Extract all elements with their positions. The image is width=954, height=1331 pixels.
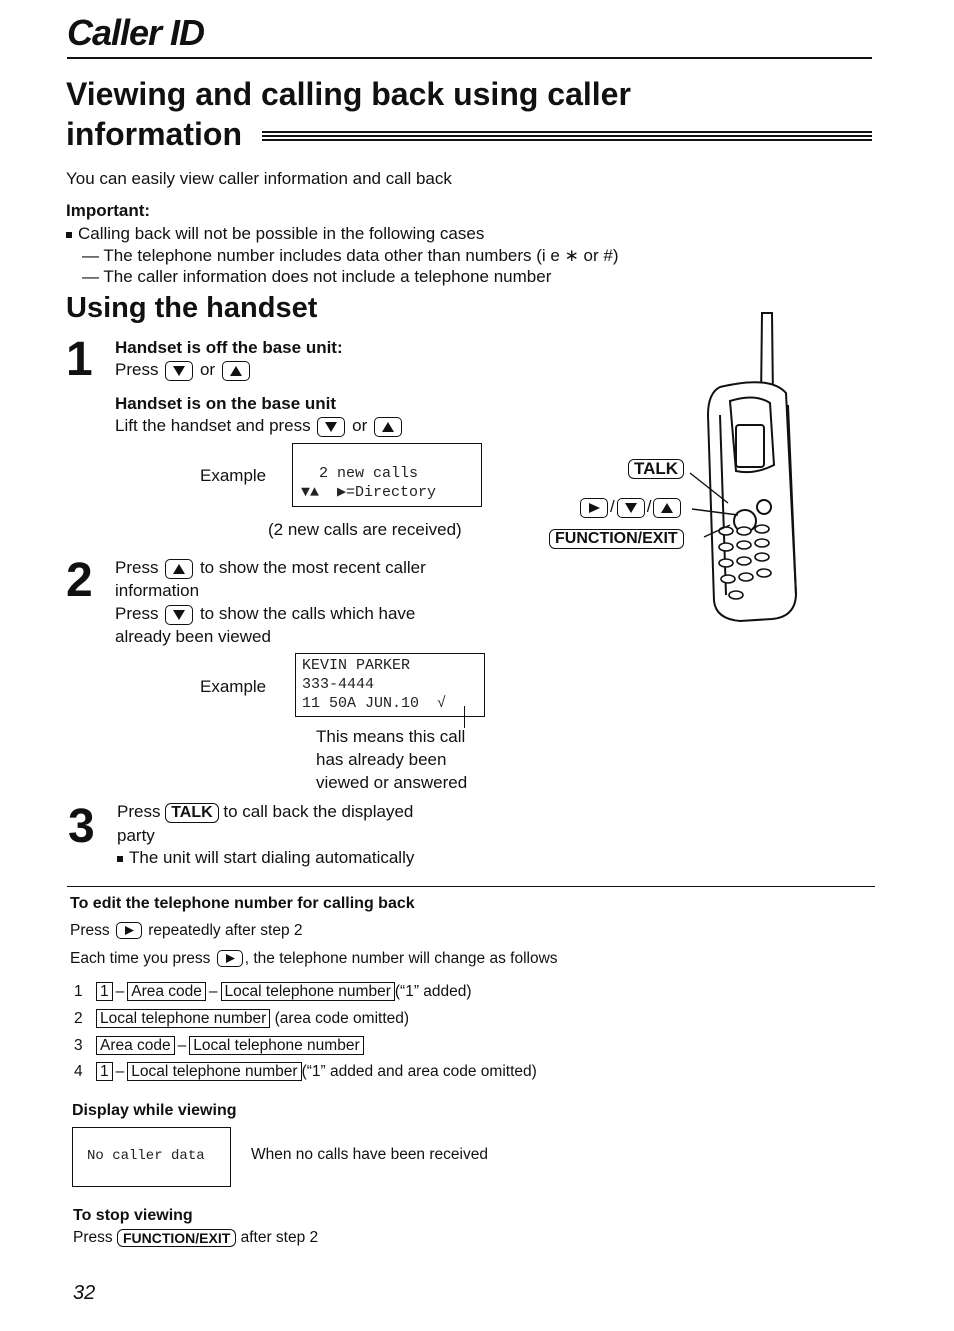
important-case-2: — The caller information does not include a telephone number: [82, 267, 552, 286]
important-bullet: Calling back will not be possible in the following cases: [66, 223, 484, 245]
note-line: This means this call: [316, 727, 466, 746]
section-divider: [67, 886, 875, 887]
phone-label-function: [549, 529, 684, 549]
right-key-icon: [116, 922, 142, 939]
note-line: has already been: [316, 750, 447, 769]
function-exit-key: FUNCTION/EXIT: [549, 529, 684, 549]
function-exit-key: FUNCTION/EXIT: [117, 1229, 236, 1247]
stop-line: Press FUNCTION/EXIT after step 2: [73, 1229, 319, 1246]
step3-bullet: The unit will start dialing automatically: [117, 847, 414, 869]
intro-text: You can easily view caller information and call back: [66, 169, 452, 188]
step2-a-line2: information: [115, 581, 200, 600]
subheading: Using the handset: [66, 292, 318, 324]
down-key-icon: [165, 361, 193, 381]
edit-item-4: 4 1 – Local telephone number (“1” added and area code omitted): [74, 1063, 537, 1080]
edit-item-1: 1 1 – Area code – Local telephone number (“1” added): [74, 983, 472, 1000]
step1-press-line: Press or: [115, 359, 252, 381]
talk-key: TALK: [628, 459, 684, 479]
edit-line2: Each time you press , the telephone number will change as follows: [70, 950, 558, 967]
important-case-1: — The telephone number includes data other than numbers (i e ∗ or #): [82, 246, 619, 265]
step2-a-line: Press to show the most recent caller: [115, 558, 426, 577]
step1-lcd: [292, 443, 482, 507]
lcd-line: 333-4444: [302, 676, 375, 693]
edit-line1: Press repeatedly after step 2: [70, 922, 303, 939]
step-3-number: 3: [68, 800, 95, 853]
pointer-line: [464, 706, 465, 728]
down-key-icon: [617, 498, 645, 518]
step2-b-line2: already been viewed: [115, 627, 271, 646]
phone-label-talk: [628, 459, 684, 479]
up-key-icon: [374, 417, 402, 437]
step-1-number: 1: [66, 333, 93, 386]
page-heading-line1: Viewing and calling back using caller: [66, 76, 631, 112]
edit-item-3: 3 Area code – Local telephone number: [74, 1036, 364, 1056]
right-key-icon: [217, 950, 243, 967]
step1-on-label: Handset is on the base unit: [115, 394, 337, 413]
lcd-line: 11 50A JUN.10 √: [302, 695, 447, 712]
page-heading-line2: information: [66, 116, 242, 152]
heading-rule: [262, 131, 872, 143]
down-key-icon: [317, 417, 345, 437]
lcd-line: KEVIN PARKER: [302, 657, 411, 674]
section-title: Caller ID: [67, 12, 205, 53]
up-key-icon: [653, 498, 681, 518]
step1-lift-line: Lift the handset and press or: [115, 415, 404, 437]
step2-b-line: Press to show the calls which have: [115, 604, 416, 623]
step1-off-label: Handset is off the base unit:: [115, 338, 343, 357]
talk-key: TALK: [165, 803, 218, 823]
step1-caption: (2 new calls are received): [268, 520, 462, 539]
lcd-line: No caller data: [87, 1148, 205, 1164]
step2-example-label: Example: [200, 677, 267, 696]
note-line: viewed or answered: [316, 773, 468, 792]
up-key-icon: [165, 559, 193, 579]
page-number: 32: [73, 1282, 96, 1304]
display-title: Display while viewing: [72, 1102, 237, 1119]
right-key-icon: [580, 498, 608, 518]
step3-line2: party: [117, 826, 155, 845]
display-desc: When no calls have been received: [251, 1146, 488, 1163]
phone-label-nav: / /: [578, 496, 683, 518]
step-2-number: 2: [66, 554, 93, 607]
step2-note: [316, 726, 467, 794]
up-key-icon: [222, 361, 250, 381]
step2-lcd: [295, 653, 485, 717]
important-label: Important:: [66, 201, 151, 220]
lcd-line: 2 new calls: [301, 465, 419, 482]
display-lcd: [72, 1127, 231, 1187]
step1-example-label: Example: [200, 466, 267, 485]
section-rule: [67, 57, 872, 59]
edit-title: To edit the telephone number for calling back: [70, 895, 415, 912]
lcd-line: ▼▲ ▶=Directory: [301, 484, 437, 501]
step3-line: Press TALK to call back the displayed: [117, 802, 414, 821]
edit-item-2: 2 Local telephone number (area code omitted): [74, 1010, 410, 1027]
down-key-icon: [165, 605, 193, 625]
stop-title: To stop viewing: [73, 1207, 193, 1224]
